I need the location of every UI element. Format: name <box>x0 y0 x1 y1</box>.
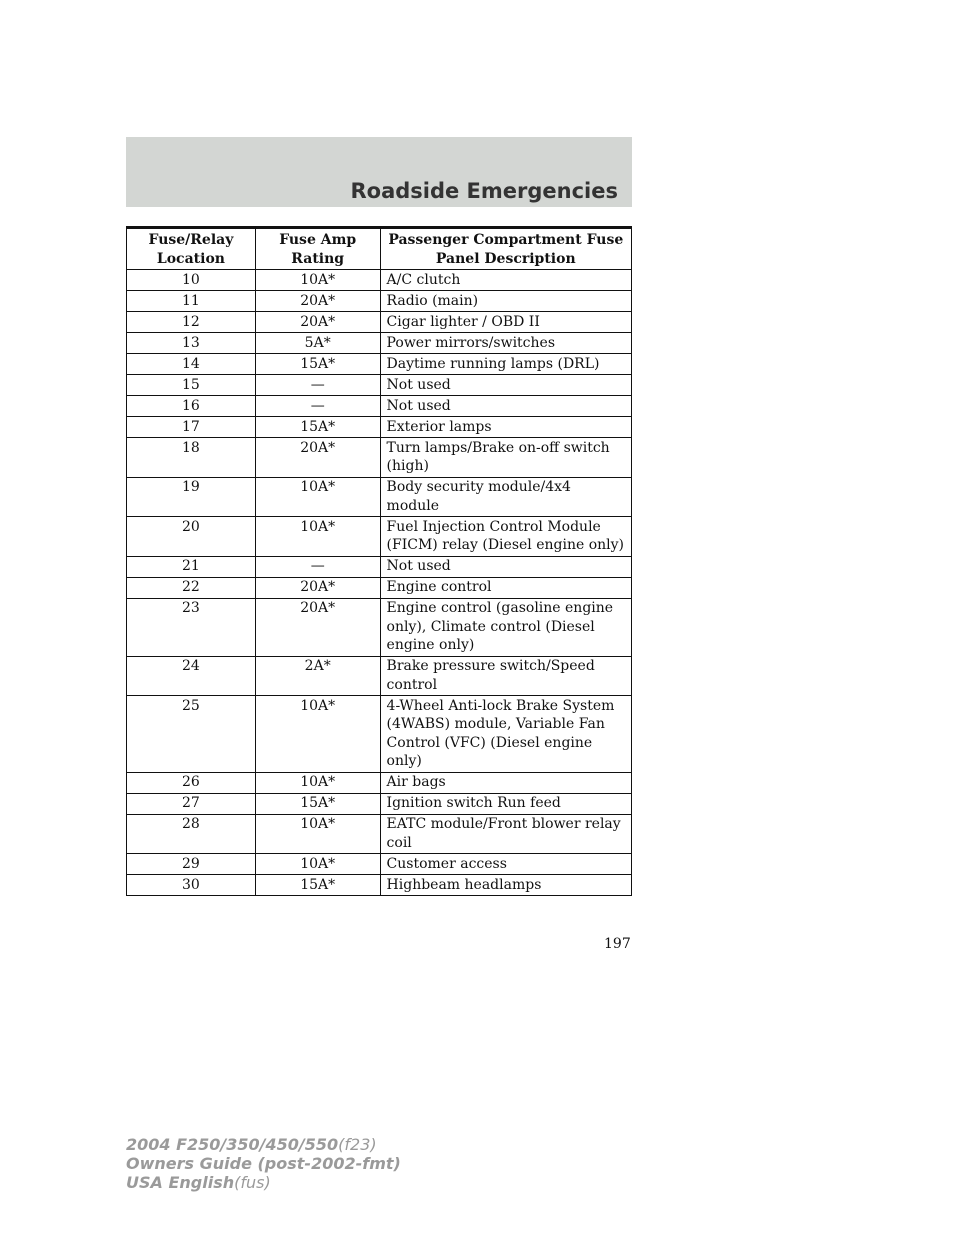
cell-description <box>380 354 631 375</box>
cell-description <box>380 417 631 438</box>
cell-rating: 2A* <box>255 656 380 696</box>
description-line: Control (VFC) (Diesel engine <box>386 734 593 751</box>
header-rating-line2: Rating <box>291 250 345 267</box>
description-line: Fuel Injection Control Module <box>386 518 601 535</box>
cell-description <box>380 375 631 396</box>
table-row <box>127 854 632 875</box>
description-line: Customer access <box>386 855 507 872</box>
description-line: Cigar lighter / OBD II <box>386 313 540 330</box>
cell-location: 28 <box>127 814 256 854</box>
description-line: Daytime running lamps (DRL) <box>386 355 600 372</box>
cell-location: 14 <box>127 354 256 375</box>
cell-location: 24 <box>127 656 256 696</box>
description-line: Not used <box>386 376 451 393</box>
description-line: EATC module/Front blower relay <box>386 816 621 832</box>
description-line: Engine control <box>386 579 492 595</box>
cell-rating: 15A* <box>255 417 380 438</box>
cell-location: 10 <box>127 270 256 291</box>
table-row <box>127 270 632 291</box>
table-row <box>127 312 632 333</box>
footer-line-language <box>126 1173 401 1192</box>
cell-description <box>380 396 631 417</box>
fuse-table-body <box>127 270 632 896</box>
cell-description <box>380 291 631 312</box>
cell-description <box>380 556 631 577</box>
cell-description <box>380 270 631 291</box>
description-line: Body security module/4x4 module <box>386 479 571 514</box>
cell-rating: 10A* <box>255 477 380 517</box>
document-footer <box>126 1135 401 1192</box>
cell-location: 15 <box>127 375 256 396</box>
description-line: Ignition switch Run feed <box>386 795 561 811</box>
header-description <box>380 228 631 270</box>
cell-location: 17 <box>127 417 256 438</box>
cell-location: 18 <box>127 438 256 478</box>
cell-location: 30 <box>127 875 256 896</box>
table-row <box>127 354 632 375</box>
cell-description <box>380 517 631 557</box>
description-line: Air bags <box>386 774 446 790</box>
table-row <box>127 656 632 696</box>
header-description-line2: Panel Description <box>435 250 576 267</box>
description-line: coil <box>386 834 412 851</box>
cell-rating: 20A* <box>255 312 380 333</box>
header-description-line1: Passenger Compartment Fuse <box>388 232 624 248</box>
description-line: Engine control (gasoline engine <box>386 600 614 616</box>
cell-rating: 10A* <box>255 517 380 557</box>
cell-rating: 15A* <box>255 354 380 375</box>
cell-location: 16 <box>127 396 256 417</box>
cell-rating: 10A* <box>255 772 380 793</box>
cell-rating: 10A* <box>255 854 380 875</box>
cell-description <box>380 577 631 598</box>
cell-location: 29 <box>127 854 256 875</box>
description-line: (4WABS) module, Variable Fan <box>386 716 605 732</box>
table-row <box>127 333 632 354</box>
cell-description <box>380 598 631 656</box>
section-title: Roadside Emergencies <box>350 179 618 203</box>
table-row <box>127 396 632 417</box>
footer-model: 2004 F250/350/450/550 <box>126 1135 339 1154</box>
header-location-line2: Location <box>156 250 225 267</box>
cell-location: 23 <box>127 598 256 656</box>
description-line: Not used <box>386 397 451 414</box>
header-location <box>127 228 256 270</box>
cell-location: 21 <box>127 556 256 577</box>
cell-location: 12 <box>127 312 256 333</box>
cell-location: 20 <box>127 517 256 557</box>
cell-description <box>380 793 631 814</box>
footer-guide: Owners Guide (post-2002-fmt) <box>126 1154 401 1173</box>
table-row <box>127 517 632 557</box>
cell-description <box>380 333 631 354</box>
description-line: only), Climate control (Diesel <box>386 618 595 635</box>
cell-rating: 20A* <box>255 577 380 598</box>
table-row <box>127 477 632 517</box>
cell-location: 13 <box>127 333 256 354</box>
cell-description <box>380 312 631 333</box>
table-row <box>127 417 632 438</box>
page-number: 197 <box>604 936 631 952</box>
cell-location: 26 <box>127 772 256 793</box>
cell-rating: 10A* <box>255 270 380 291</box>
cell-rating: 10A* <box>255 696 380 773</box>
table-row <box>127 875 632 896</box>
cell-rating: 10A* <box>255 814 380 854</box>
description-line: 4-Wheel Anti-lock Brake System <box>386 697 615 714</box>
cell-location: 22 <box>127 577 256 598</box>
cell-description <box>380 696 631 773</box>
footer-language: USA English <box>126 1173 235 1192</box>
cell-rating: 5A* <box>255 333 380 354</box>
description-line: Highbeam headlamps <box>386 876 542 893</box>
cell-rating: 20A* <box>255 438 380 478</box>
description-line: (high) <box>386 458 429 474</box>
description-line: Radio (main) <box>386 292 479 309</box>
footer-model-code: (f23) <box>338 1135 377 1154</box>
cell-rating: 15A* <box>255 875 380 896</box>
cell-description <box>380 477 631 517</box>
table-row <box>127 438 632 478</box>
footer-line-guide <box>126 1154 401 1173</box>
cell-description <box>380 656 631 696</box>
table-row <box>127 375 632 396</box>
header-rating <box>255 228 380 270</box>
description-line: Brake pressure switch/Speed <box>386 658 595 674</box>
cell-rating: — <box>255 375 380 396</box>
description-line: engine only) <box>386 637 475 653</box>
description-line: A/C clutch <box>386 271 461 288</box>
cell-location: 27 <box>127 793 256 814</box>
header-rating-line1: Fuse Amp <box>279 232 357 248</box>
table-row <box>127 556 632 577</box>
cell-location: 19 <box>127 477 256 517</box>
cell-description <box>380 875 631 896</box>
fuse-table <box>126 226 632 896</box>
cell-rating: 15A* <box>255 793 380 814</box>
table-row <box>127 793 632 814</box>
cell-rating: 20A* <box>255 598 380 656</box>
cell-location: 25 <box>127 696 256 773</box>
table-row <box>127 814 632 854</box>
cell-rating: — <box>255 396 380 417</box>
description-line: Turn lamps/Brake on-off switch <box>386 439 610 456</box>
description-line: (FICM) relay (Diesel engine only) <box>386 537 625 553</box>
footer-line-model <box>126 1135 401 1154</box>
footer-language-code: (fus) <box>234 1173 271 1192</box>
description-line: Exterior lamps <box>386 418 492 435</box>
description-line: Power mirrors/switches <box>386 334 555 351</box>
description-line: only) <box>386 753 422 769</box>
table-header-row <box>127 228 632 270</box>
header-location-line1: Fuse/Relay <box>148 232 234 248</box>
description-line: control <box>386 676 438 693</box>
cell-description <box>380 854 631 875</box>
table-row <box>127 291 632 312</box>
section-header-band <box>126 137 632 207</box>
cell-location: 11 <box>127 291 256 312</box>
table-row <box>127 696 632 773</box>
cell-description <box>380 814 631 854</box>
cell-rating: — <box>255 556 380 577</box>
table-row <box>127 577 632 598</box>
description-line: Not used <box>386 558 451 574</box>
table-row <box>127 598 632 656</box>
table-row <box>127 772 632 793</box>
cell-rating: 20A* <box>255 291 380 312</box>
cell-description <box>380 772 631 793</box>
cell-description <box>380 438 631 478</box>
